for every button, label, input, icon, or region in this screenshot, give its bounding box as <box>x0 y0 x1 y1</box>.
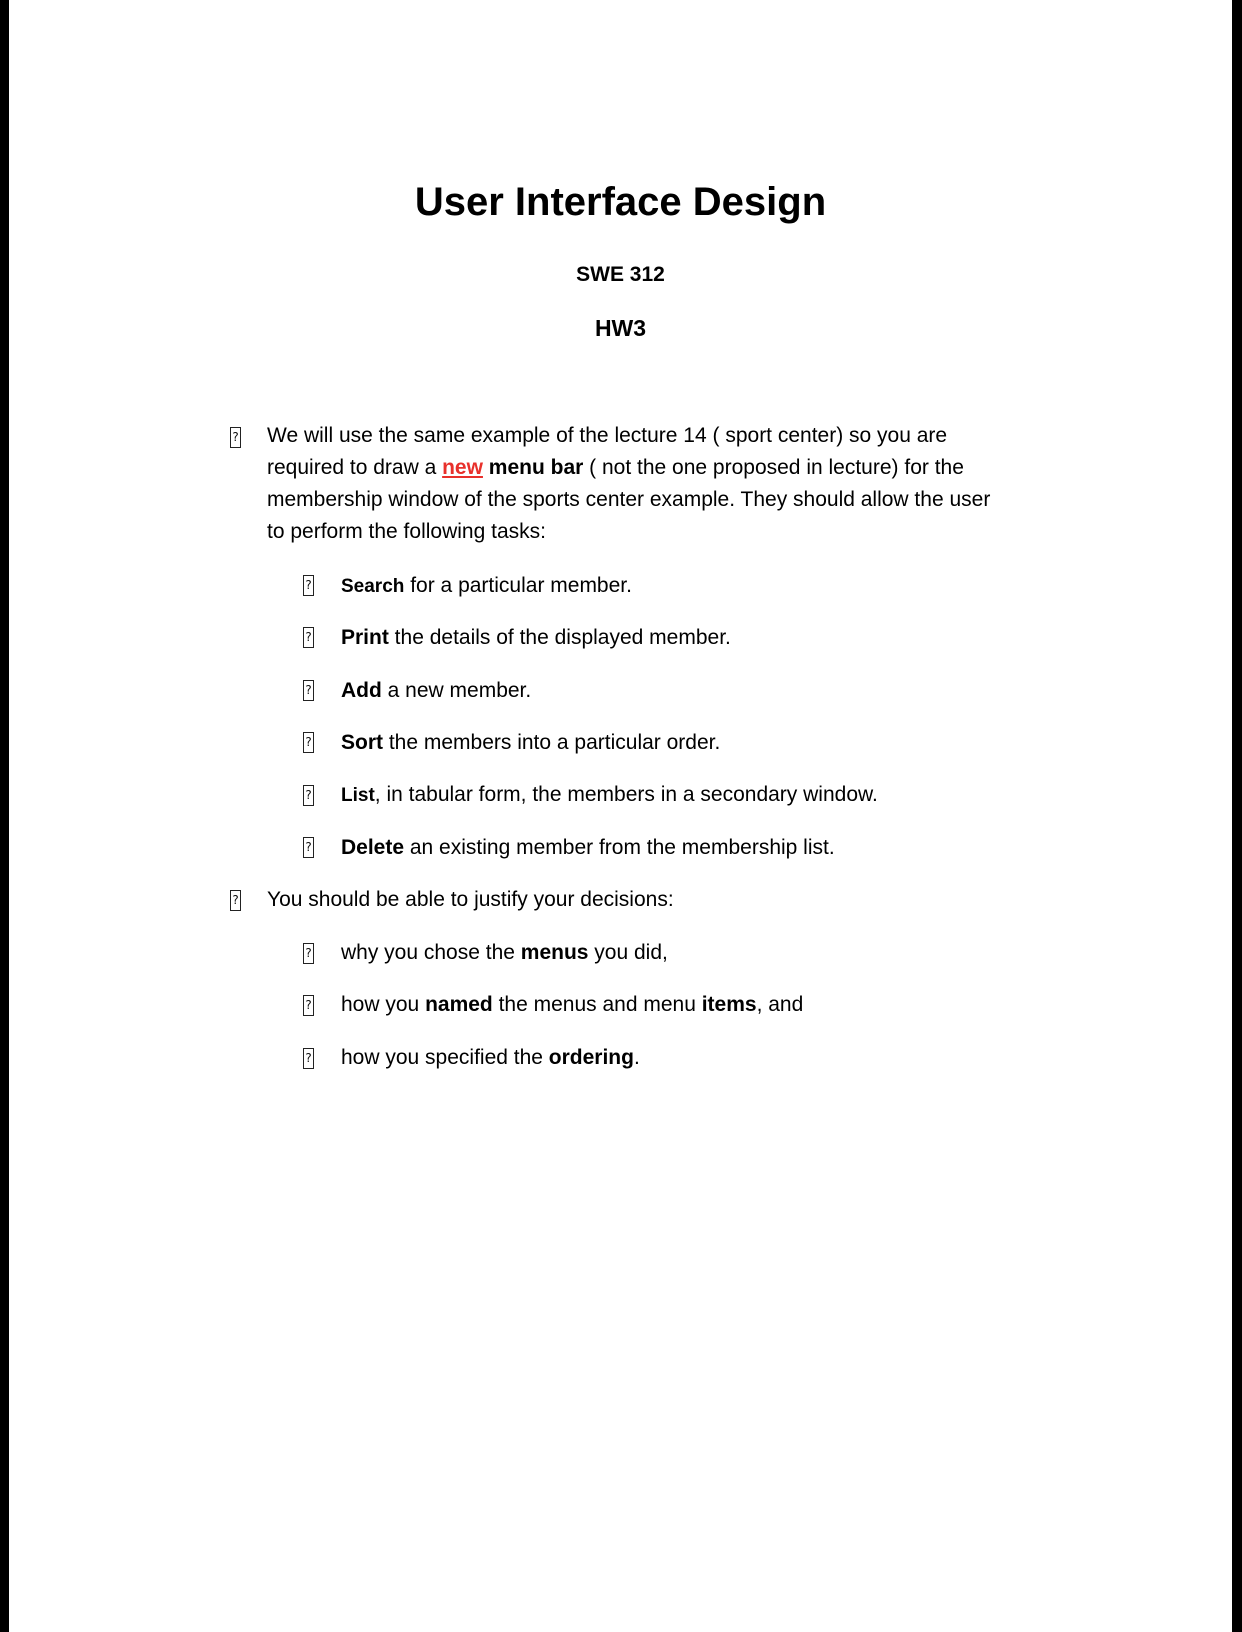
justify-text: how you <box>341 993 426 1016</box>
task-text: an existing member from the membership list. <box>404 836 835 859</box>
document-page <box>9 0 1232 1632</box>
bullet-icon: ? <box>303 575 314 596</box>
task-text: , in tabular form, the members in a secondary window. <box>374 783 878 806</box>
justify-text: why you chose the <box>341 941 521 964</box>
task-verb: List <box>341 785 375 806</box>
course-code: SWE 312 <box>576 263 665 286</box>
justify-term: menus <box>520 941 589 964</box>
justify-text: how you specified the <box>341 1046 549 1069</box>
task-item <box>341 624 731 652</box>
bullet-icon: ? <box>303 627 314 648</box>
bullet-icon: ? <box>230 890 241 911</box>
task-text: a new member. <box>381 679 532 702</box>
justify-term: named <box>425 993 493 1016</box>
task-text: for a particular member. <box>404 574 632 597</box>
justify-text: , and <box>756 993 804 1016</box>
bullet-icon: ? <box>303 785 314 806</box>
task-item <box>341 572 632 601</box>
justify-item <box>341 939 668 967</box>
justify-item <box>341 1044 640 1072</box>
bullet-icon: ? <box>303 995 314 1016</box>
bullet-icon: ? <box>230 427 241 448</box>
task-verb: Delete <box>341 836 405 859</box>
justify-text: you did, <box>588 941 668 964</box>
justify-text: the menus and menu <box>492 993 702 1016</box>
task-item <box>341 781 878 810</box>
bullet-icon: ? <box>303 680 314 701</box>
task-verb: Search <box>341 576 405 597</box>
task-verb: Sort <box>341 731 383 754</box>
task-item <box>341 834 835 862</box>
document-title: User Interface Design <box>414 180 827 224</box>
task-item <box>341 677 531 705</box>
intro-paragraph <box>267 420 1002 548</box>
justify-text: . <box>633 1046 640 1069</box>
bullet-icon: ? <box>303 1048 314 1069</box>
intro-text-part1: We will use the same example of the lecture 14 ( sport center) so you are required to draw a <box>267 424 948 479</box>
bullet-icon: ? <box>303 837 314 858</box>
task-verb: Add <box>341 679 382 702</box>
justify-item <box>341 991 803 1019</box>
assignment-label: HW3 <box>594 315 647 341</box>
task-verb: Print <box>341 626 389 649</box>
task-item <box>341 729 720 757</box>
justify-heading: You should be able to justify your decisions: <box>267 888 674 911</box>
new-highlight: new <box>442 456 483 479</box>
bullet-icon: ? <box>303 943 314 964</box>
task-text: the members into a particular order. <box>383 731 721 754</box>
justify-term: ordering <box>548 1046 634 1069</box>
intro-text-part2: ( not the one proposed in lecture) for the membership window of the sports center example. They should allow the user to perform the following tasks: <box>267 456 991 543</box>
bullet-icon: ? <box>303 732 314 753</box>
menu-bar-term: menu bar <box>488 456 584 479</box>
justify-term: items <box>701 993 757 1016</box>
task-text: the details of the displayed member. <box>388 626 731 649</box>
